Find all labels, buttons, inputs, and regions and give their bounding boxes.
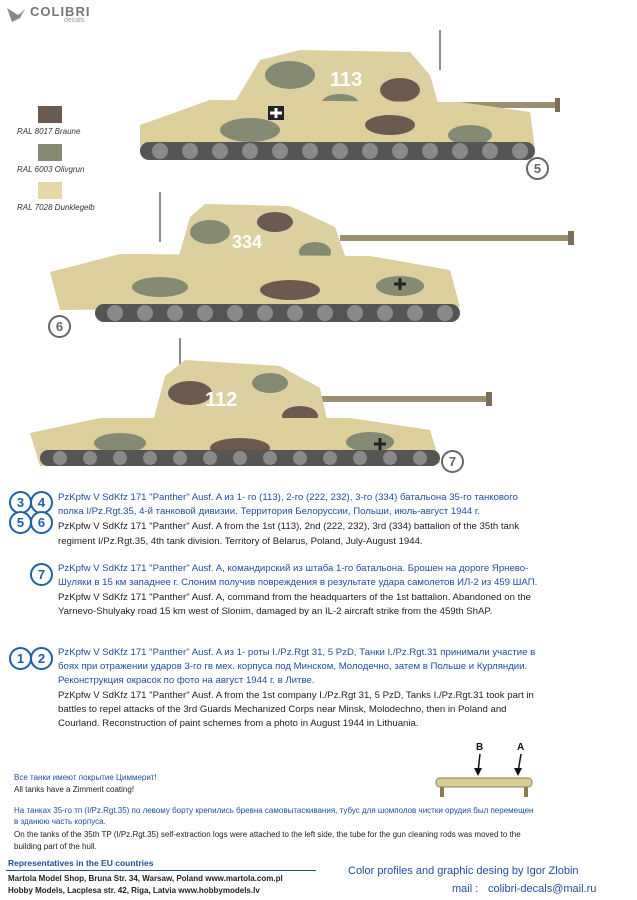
gun-cleaning-tube-detail: [430, 738, 540, 800]
section1-en-line2: regiment I/Pz.Rgt.35, 4th tank division. Territory of Belarus, Poland, July-August 1944.: [58, 536, 423, 547]
section1-ru-line1: PzKpfw V SdKfz 171 "Panther" Ausf. A из 1- го (113), 2-го (222, 232), 3-го (334) батальона 35-го танкового: [58, 492, 518, 503]
detail-label-b: B: [476, 742, 484, 753]
turret-number-6: 334: [232, 232, 263, 252]
logs-note-ru-line2: в зданюю часть корпуса.: [14, 817, 106, 826]
profile-marker-6: 6: [48, 315, 71, 338]
section3-ru-line2: боях при отражении ударов 3-го гв мех. корпуса под Минском, Молодечно, затем в Польше и Курляндии.: [58, 661, 528, 672]
section2-ru-line1: PzKpfw V SdKfz 171 "Panther" Ausf. A, командирский из штаба 1-го батальона. Брошен на дороге Ярнево-: [58, 563, 529, 574]
mail-address[interactable]: colibri-decals@mail.ru: [488, 883, 597, 895]
mail-label: mail :: [452, 883, 479, 895]
turret-number-5: 113: [330, 69, 363, 91]
brand-name: COLIBRI: [30, 4, 91, 19]
profile-marker-5: 5: [526, 157, 549, 180]
legend-label-olivgrun: RAL 6003 Olivgrun: [17, 165, 85, 174]
logs-note-en-line2: building part of the hull.: [14, 842, 97, 851]
legend-label-braune: RAL 8017 Braune: [17, 127, 81, 136]
section-marker-7: 7: [30, 563, 53, 586]
section2-en-line1: PzKpfw V SdKfz 171 "Panther" Ausf. A, command from the headquarters of the 1st battalion. Abandoned on the: [58, 592, 531, 603]
tank-profile-5: [110, 30, 560, 175]
section2-en-line2: Yarnevo-Shulyaky road 15 km west of Slonim, damaged by an IL-2 aircraft strike from the 459th ShAP.: [58, 606, 493, 617]
turret-number-7: 112: [205, 389, 238, 411]
profile-marker-7: 7: [441, 450, 464, 473]
representative-hobby-models: Hobby Models, Lacplesa str. 42, Riga, Latvia www.hobbymodels.lv: [8, 886, 260, 895]
tank-profile-7: [20, 338, 500, 473]
brand-sub: decals: [64, 17, 85, 24]
detail-label-a: A: [517, 742, 525, 753]
section3-en-line3: Courland. Reconstruction of paint schemes from a photo in August 1944 in Lithuania.: [58, 718, 419, 729]
zimmerit-note-en: All tanks have a Zimmerit coating!: [14, 785, 135, 794]
colibri-logo: [6, 4, 126, 30]
section-marker-5: 5: [9, 511, 32, 534]
representative-martola: Martola Model Shop, Bruna Str. 34, Warsaw, Poland www.martola.com.pl: [8, 874, 283, 883]
footer-divider: [6, 870, 316, 871]
section1-en-line1: PzKpfw V SdKfz 171 "Panther" Ausf. A from the 1st (113), 2nd (222, 232), 3rd (334) battalion of the 35th tank: [58, 521, 520, 532]
section2-ru-line2: Шуляки в 15 км западнее г. Слоним получив повреждения в результате удара самолетов ИЛ-2 из 459 ШАП.: [58, 577, 538, 588]
legend-label-dunkelgelb: RAL 7028 Dunklegelb: [17, 203, 95, 212]
section-marker-6: 6: [30, 511, 53, 534]
section3-en-line1: PzKpfw V SdKfz 171 "Panther" Ausf. A from the 1st company I./Pz.Rgt 31, 5 PzD, Tanks I./Pz.Rgt.31 took part in: [58, 690, 534, 701]
tank-profile-6: [40, 192, 580, 332]
swatch-olivgrun: [38, 144, 62, 161]
colibri-bird-icon: [6, 6, 26, 24]
swatch-braune: [38, 106, 62, 123]
section-marker-3: 3: [9, 491, 32, 514]
section3-en-line2: battles to repel attacks of the 3rd Guards Mechanized Corps near Minsk, Molodechno, then in Poland and: [58, 704, 507, 715]
logs-note-ru-line1: На танках 35-го тп (I/Pz.Rgt.35) по левому борту крепились бревна самовытаскивания, тубус для шомполов чистки орудия был перемещен: [14, 806, 534, 815]
representatives-heading: Representatives in the EU countries: [8, 858, 154, 868]
logs-note-en-line1: On the tanks of the 35th TP (I/Pz.Rgt.35) self-extraction logs were attached to the left side, the tube for the gun cleaning rods was moved to the: [14, 830, 521, 839]
section3-ru-line1: PzKpfw V SdKfz 171 "Panther" Ausf. A из 1- роты I./Pz.Rgt 31, 5 PzD, Танки I./Pz.Rgt.31 принимали участие в: [58, 647, 536, 658]
section1-ru-line2: полка I/Pz.Rgt.35, 4-й танковой дивизии. Территория Белоруссии, Польши, июль-август 1944 г.: [58, 506, 480, 517]
section-marker-4: 4: [30, 491, 53, 514]
credit-text: Color profiles and graphic desing by Igor Zlobin: [348, 865, 579, 877]
section-marker-2: 2: [30, 647, 53, 670]
section-marker-1: 1: [9, 647, 32, 670]
section3-ru-line3: Реконструкция окрасок по фото на август 1944 г. в Литве.: [58, 675, 315, 686]
zimmerit-note-ru: Все танки имеют покрытие Циммерит!: [14, 773, 157, 782]
